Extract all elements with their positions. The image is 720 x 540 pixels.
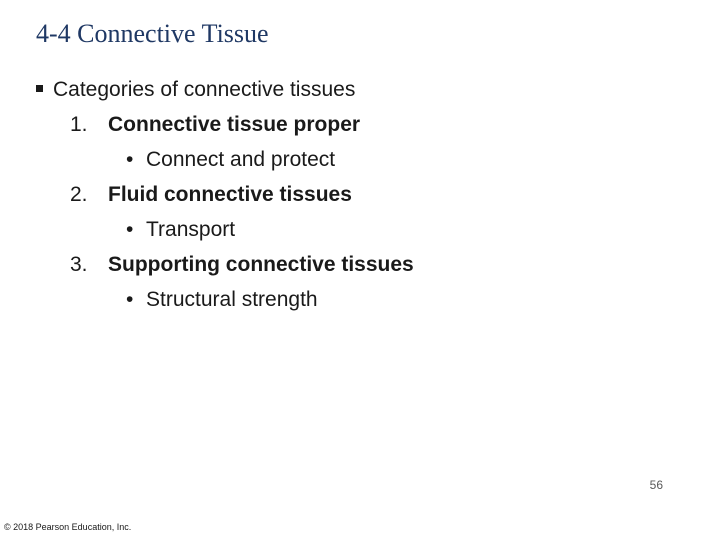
sub-item xyxy=(36,142,414,177)
sub-item-label: Connect and protect xyxy=(146,148,336,171)
bullet-heading: Categories of connective tissues xyxy=(53,78,356,101)
dot-bullet-icon: • xyxy=(126,218,134,241)
bullet-list xyxy=(36,72,414,317)
square-bullet-icon xyxy=(36,85,43,92)
dot-bullet-icon: • xyxy=(126,288,134,311)
item-number: 1. xyxy=(70,113,88,136)
dot-bullet-icon: • xyxy=(126,148,134,171)
item-label: Supporting connective tissues xyxy=(108,253,414,276)
copyright-notice: © 2018 Pearson Education, Inc. xyxy=(4,522,132,532)
list-item xyxy=(36,177,414,212)
sub-item-label: Structural strength xyxy=(146,288,318,311)
sub-item xyxy=(36,282,414,317)
item-label: Fluid connective tissues xyxy=(108,183,352,206)
page-number: 56 xyxy=(649,478,663,492)
bullet-heading-row xyxy=(36,72,414,107)
sub-item xyxy=(36,212,414,247)
item-number: 2. xyxy=(70,183,88,206)
sub-item-label: Transport xyxy=(146,218,236,241)
slide-title: 4-4 Connective Tissue xyxy=(36,19,269,48)
list-item xyxy=(36,247,414,282)
item-number: 3. xyxy=(70,253,88,276)
item-label: Connective tissue proper xyxy=(108,113,361,136)
list-item xyxy=(36,107,414,142)
